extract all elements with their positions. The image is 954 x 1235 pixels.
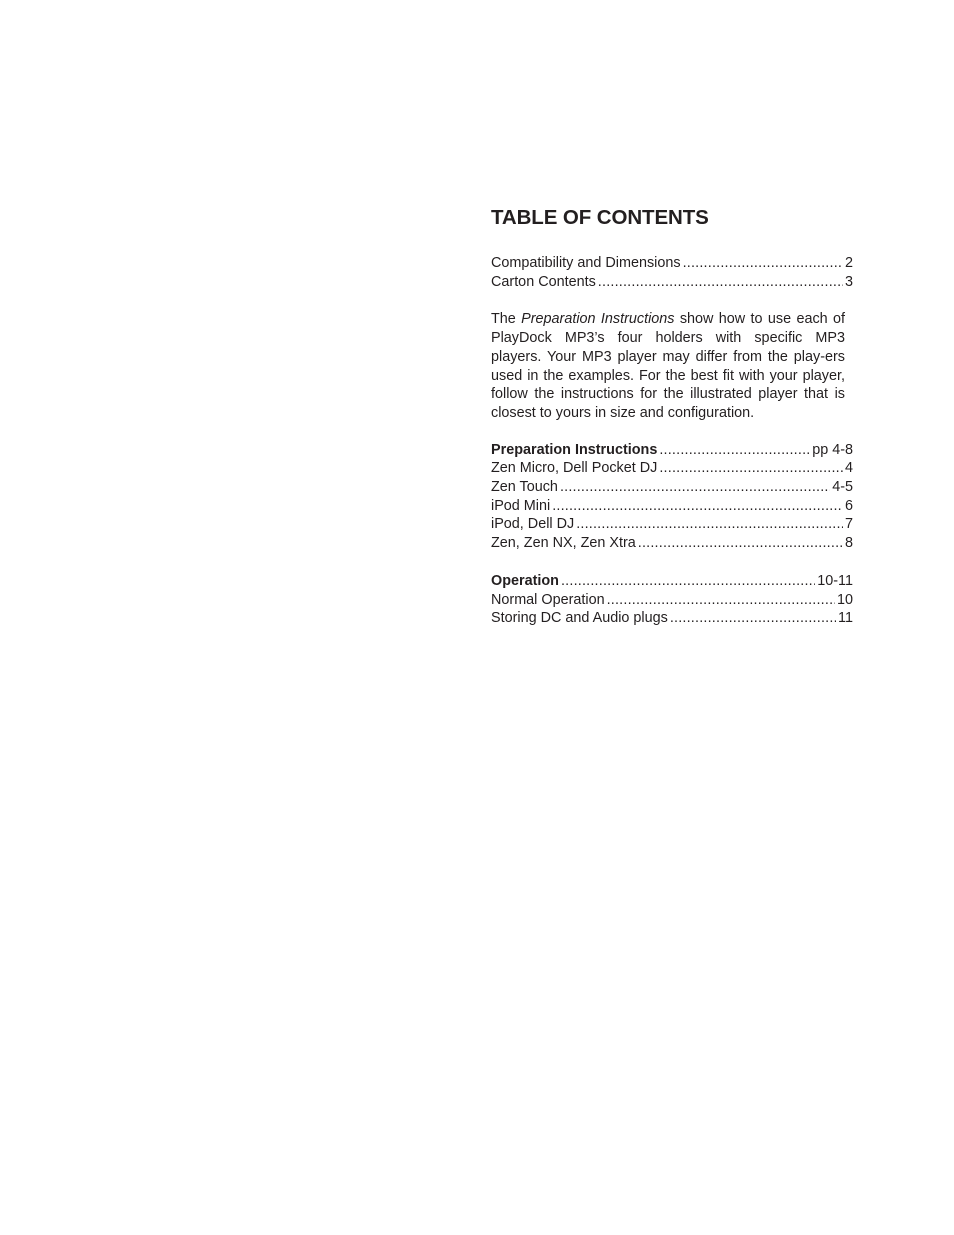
toc-heading-page: pp 4-8 <box>812 441 853 458</box>
dot-leader <box>683 254 843 273</box>
intro-emphasis: Preparation Instructions <box>521 311 675 328</box>
dot-leader <box>607 591 835 610</box>
dot-leader <box>576 515 843 534</box>
dot-leader <box>598 273 843 292</box>
toc-heading-label: Preparation Instructions <box>491 441 658 458</box>
toc-entry-storing-plugs[interactable] <box>491 609 853 628</box>
intro-lead: The <box>491 311 522 328</box>
toc-entry-compatibility[interactable] <box>491 254 853 273</box>
toc-heading-label: Operation <box>491 572 559 589</box>
dot-leader <box>561 572 815 591</box>
toc-group-operation <box>491 572 853 628</box>
toc-heading-page: 10-11 <box>817 572 853 589</box>
toc-column <box>491 205 853 628</box>
dot-leader <box>560 478 830 497</box>
toc-entry-label: Normal Operation <box>491 591 605 608</box>
toc-group-general <box>491 254 853 291</box>
toc-entry-page: 10 <box>836 591 853 608</box>
dot-leader <box>638 534 843 553</box>
toc-entry-page: 6 <box>844 497 853 514</box>
toc-heading-operation[interactable] <box>491 572 853 591</box>
toc-group-preparation <box>491 441 853 553</box>
dot-leader <box>670 609 836 628</box>
toc-entry-ipod-mini[interactable] <box>491 497 853 516</box>
toc-entry-label: Zen, Zen NX, Zen Xtra <box>491 535 636 552</box>
toc-entry-page: 2 <box>844 255 853 271</box>
toc-entry-label: Carton Contents <box>491 273 596 290</box>
toc-heading-preparation[interactable] <box>491 441 853 460</box>
toc-entry-page: 7 <box>844 516 853 533</box>
toc-entry-zen-touch[interactable] <box>491 478 853 497</box>
toc-entry-page: 8 <box>844 535 853 552</box>
dot-leader <box>659 459 843 478</box>
dot-leader <box>552 497 843 516</box>
toc-entry-zen-nx-xtra[interactable] <box>491 534 853 553</box>
toc-entry-page: 4 <box>844 460 853 477</box>
intro-paragraph <box>491 310 845 422</box>
toc-entry-label: iPod, Dell DJ <box>491 516 575 533</box>
toc-entry-zen-micro[interactable] <box>491 459 853 478</box>
toc-entry-carton-contents[interactable] <box>491 273 853 292</box>
toc-entry-label: Storing DC and Audio plugs <box>491 610 668 627</box>
toc-entry-page: 3 <box>844 273 853 290</box>
toc-entry-ipod-dell-dj[interactable] <box>491 515 853 534</box>
intro-rest: show how to use each of PlayDock MP3’s four holders with specific MP3 players. Your MP3 player may differ from the play-ers used in the examples. For the best fit with your player, follow the instructions for the illustrated player that is closest to yours in size and configuration. <box>491 311 846 421</box>
toc-entry-label: Zen Micro, Dell Pocket DJ <box>491 460 658 477</box>
toc-entry-page: 4-5 <box>832 479 853 496</box>
toc-entry-label: Compatibility and Dimensions <box>491 255 681 271</box>
page-title: TABLE OF CONTENTS <box>491 206 709 229</box>
toc-entry-page: 11 <box>838 610 853 627</box>
toc-entry-label: iPod Mini <box>491 497 551 514</box>
toc-entry-normal-operation[interactable] <box>491 591 853 610</box>
dot-leader <box>659 441 810 460</box>
toc-entry-label: Zen Touch <box>491 479 558 496</box>
